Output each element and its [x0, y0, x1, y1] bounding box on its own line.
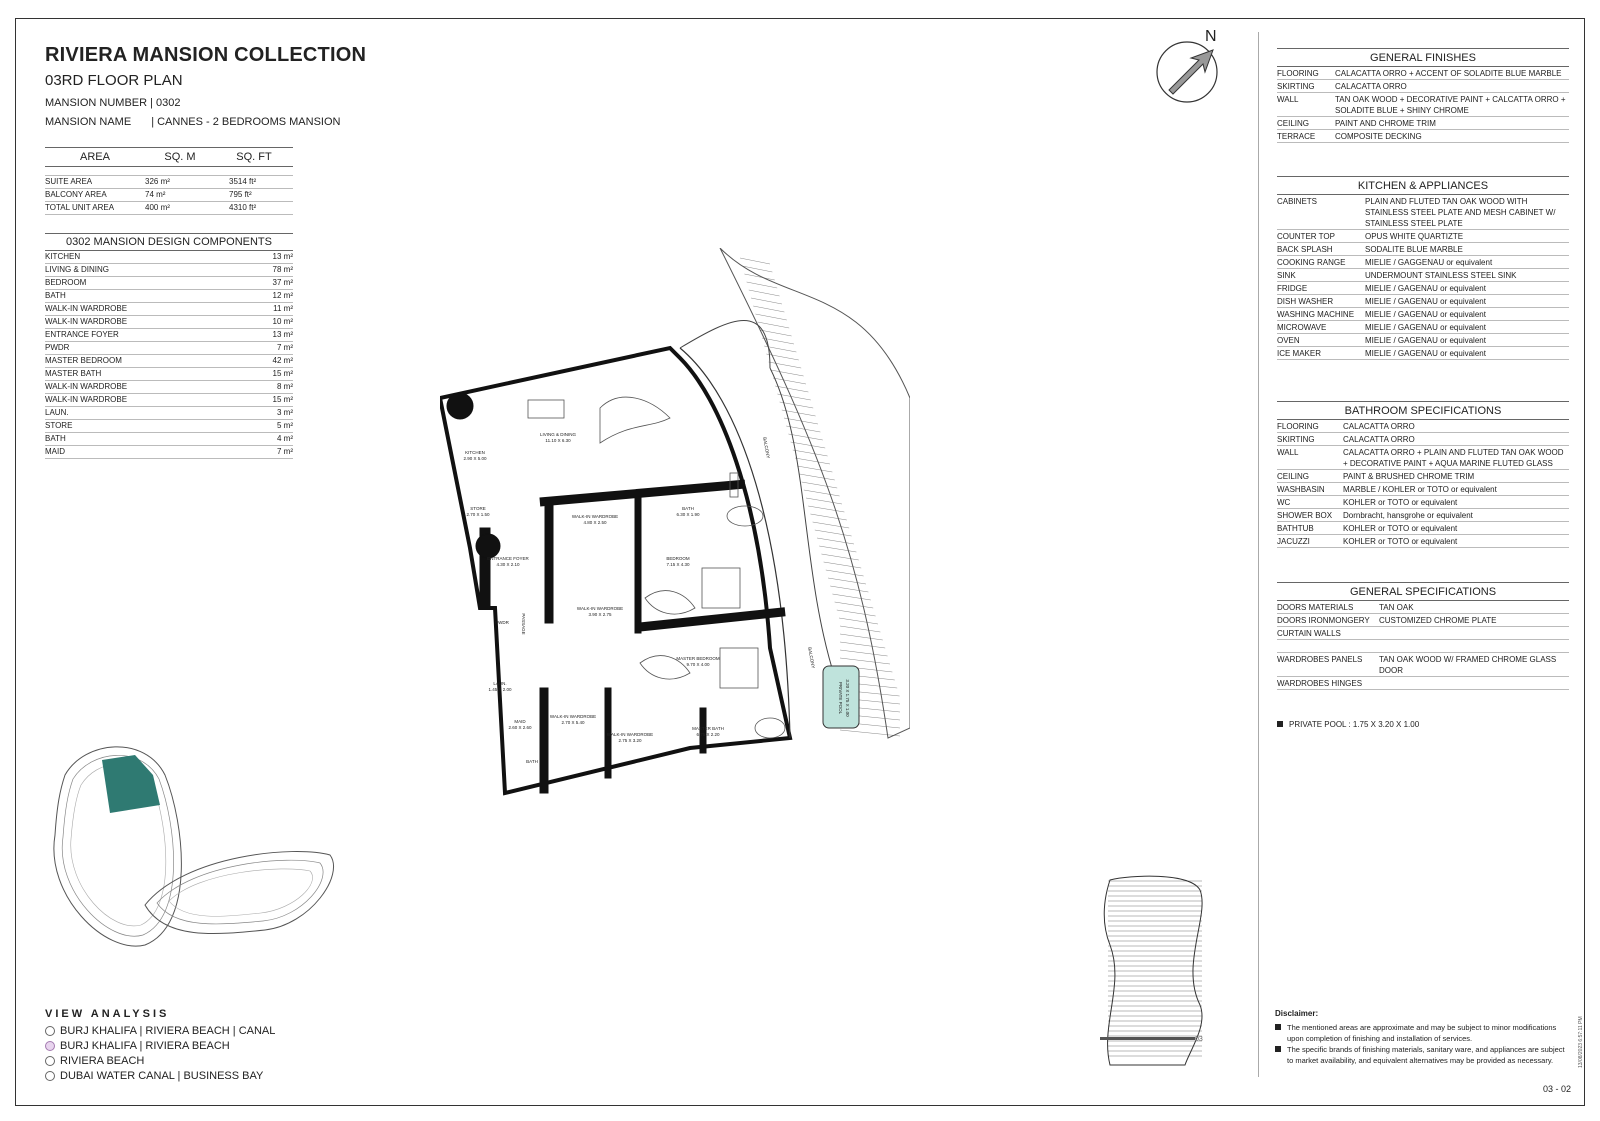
spec-value: MARBLE / KOHLER or TOTO or equivalent: [1343, 485, 1497, 494]
floor-marker: [1100, 1037, 1195, 1040]
spec-value: OPUS WHITE QUARTIZTE: [1365, 232, 1464, 241]
spec-key: COOKING RANGE: [1277, 258, 1346, 267]
unit-highlight: [102, 755, 160, 813]
table-row: [45, 342, 293, 355]
section-title: GENERAL FINISHES: [1277, 48, 1569, 67]
table-row: [1277, 67, 1569, 80]
room-dim: 9.70 X 4.00: [686, 662, 710, 667]
table-row: [1277, 256, 1569, 269]
spec-key: DOORS MATERIALS: [1277, 603, 1354, 612]
spec-value: PAINT & BRUSHED CHROME TRIM: [1343, 472, 1475, 481]
area-sqm: 74 m²: [145, 190, 166, 199]
spec-value: CALACATTA ORRO + PLAIN AND FLUTED TAN OAK WOOD + DECORATIVE PAINT + AQUA MARINE FLUTED GLASS: [1343, 448, 1564, 468]
table-row: [45, 381, 293, 394]
balcony-label: BALCONY: [762, 436, 771, 459]
table-row: [1277, 535, 1569, 548]
area-sqft: 795 ft²: [229, 190, 252, 199]
spec-value: [1379, 628, 1569, 639]
section-title: KITCHEN & APPLIANCES: [1277, 176, 1569, 195]
spec-value: MIELIE / GAGENAU or equivalent: [1365, 349, 1486, 358]
spec-key: MASTER BATH: [45, 369, 102, 378]
room-label: PWDR: [495, 620, 509, 625]
spec-value: 78 m²: [272, 265, 293, 274]
disclaimer-text: The mentioned areas are approximate and may be subject to minor modifications upon completion of finishing and installation of services.: [1287, 1023, 1557, 1043]
table-row: [1277, 130, 1569, 143]
spec-value: UNDERMOUNT STAINLESS STEEL SINK: [1365, 271, 1517, 280]
pool-label: PRIVATE POOL: [838, 681, 843, 715]
spec-value: 10 m²: [272, 317, 293, 326]
table-row: [1277, 282, 1569, 295]
room-dim: 6.30 X 1.90: [676, 512, 700, 517]
north-arrow-icon: [1155, 38, 1225, 108]
room-label: LAUN.: [493, 681, 507, 686]
spec-value: 42 m²: [272, 356, 293, 365]
bullet-icon: [1275, 1024, 1281, 1030]
room-dim: 4.80 X 2.50: [583, 520, 607, 525]
area-sqm: 326 m²: [145, 177, 170, 186]
spec-key: BATH: [45, 291, 66, 300]
room-label: STORE: [470, 506, 486, 511]
spec-value: MIELIE / GAGENAU or equivalent: [1365, 310, 1486, 319]
disclaimer-item: [1275, 1044, 1565, 1066]
spec-key: WARDROBES HINGES: [1277, 679, 1363, 688]
spec-key: SHOWER BOX: [1277, 511, 1333, 520]
spec-key: MICROWAVE: [1277, 323, 1327, 332]
table-row: [1277, 522, 1569, 535]
spec-key: MASTER BEDROOM: [45, 356, 122, 365]
radio-icon: [45, 1056, 55, 1066]
spec-value: MIELIE / GAGENAU or equivalent: [1365, 336, 1486, 345]
spec-key: KITCHEN: [45, 252, 81, 261]
room-dim: 2.70 X 5.40: [561, 720, 585, 725]
table-row: [1277, 653, 1569, 677]
spec-key: FLOORING: [1277, 69, 1319, 78]
room-label: WALK-IN WARDROBE: [549, 714, 597, 719]
table-row: [1277, 433, 1569, 446]
mansion-number: MANSION NUMBER | 0302: [45, 97, 181, 109]
spec-key: DOORS IRONMONGERY: [1277, 616, 1370, 625]
spec-key: PWDR: [45, 343, 70, 352]
spec-key: DISH WASHER: [1277, 297, 1334, 306]
spec-key: CABINETS: [1277, 197, 1318, 206]
room-label: LIVING & DINING: [539, 432, 577, 437]
room-label: MASTER BATH: [692, 726, 724, 731]
table-row: [1277, 321, 1569, 334]
spec-key: BACK SPLASH: [1277, 245, 1333, 254]
room-dim: 1.45 X 2.00: [488, 687, 512, 692]
spec-value: TAN OAK WOOD + DECORATIVE PAINT + CALCATTA ORRO + SOLADITE BLUE + SHINY CHROME: [1335, 95, 1566, 115]
spec-key: JACUZZI: [1277, 537, 1310, 546]
spec-value: 13 m²: [272, 330, 293, 339]
area-name: TOTAL UNIT AREA: [45, 203, 115, 212]
spec-value: 7 m²: [277, 343, 293, 352]
table-row: [45, 277, 293, 290]
view-option: [45, 1068, 275, 1083]
area-table-header: [45, 147, 293, 167]
spec-key: WALK-IN WARDROBE: [45, 304, 128, 313]
spec-value: PLAIN AND FLUTED TAN OAK WOOD WITH STAINLESS STEEL PLATE AND MESH CABINET W/ STAINLESS STEEL PLATE: [1365, 197, 1556, 228]
spec-value: Dornbracht, hansgrohe or equivalent: [1343, 511, 1473, 520]
spec-key: WALK-IN WARDROBE: [45, 317, 128, 326]
spec-value: PAINT AND CHROME TRIM: [1335, 119, 1436, 128]
room-label: BATH: [526, 759, 538, 764]
table-row: [1277, 640, 1569, 653]
area-table: [45, 147, 293, 215]
spec-value: KOHLER or TOTO or equivalent: [1343, 524, 1458, 533]
spec-value: 4 m²: [277, 434, 293, 443]
page-number: 03 - 02: [1543, 1084, 1572, 1094]
radio-icon: [45, 1026, 55, 1036]
spec-value: 11 m²: [273, 304, 293, 313]
tower-elevation: [1100, 875, 1220, 1075]
sqm-col-header: SQ. M: [164, 151, 196, 163]
spec-key: LAUN.: [45, 408, 69, 417]
passage-label: PASSAGE: [521, 613, 526, 635]
mansion-name-label: MANSION NAME: [45, 116, 132, 128]
spec-key: WALK-IN WARDROBE: [45, 395, 128, 404]
floor-plan: [440, 248, 910, 818]
room-dim: 2.70 X 1.50: [466, 512, 490, 517]
components-title: 0302 MANSION DESIGN COMPONENTS: [45, 233, 293, 251]
spec-key: WASHBASIN: [1277, 485, 1325, 494]
table-row: [1277, 195, 1569, 230]
area-sqft: 3514 ft²: [229, 177, 257, 186]
room-dim: 7.15 X 4.30: [666, 562, 690, 567]
spec-key: BATH: [45, 434, 66, 443]
table-row: [1277, 334, 1569, 347]
spec-key: WALL: [1277, 95, 1299, 104]
spec-key: CEILING: [1277, 119, 1310, 128]
table-row: [45, 433, 293, 446]
view-option: [45, 1038, 275, 1053]
disclaimer: [1275, 1008, 1565, 1066]
table-row: [1277, 117, 1569, 130]
spec-value: [1379, 641, 1569, 652]
room-dim: 4.30 X 2.10: [496, 562, 520, 567]
pool-note-text: PRIVATE POOL : 1.75 X 3.20 X 1.00: [1289, 720, 1420, 729]
spec-key: WALK-IN WARDROBE: [45, 382, 128, 391]
balcony-label: BALCONY: [807, 646, 816, 669]
section-title: GENERAL SPECIFICATIONS: [1277, 582, 1569, 601]
spec-key: STORE: [45, 421, 73, 430]
table-row: [45, 329, 293, 342]
table-row: [1277, 470, 1569, 483]
view-analysis-title: VIEW ANALYSIS: [45, 1008, 170, 1020]
spec-key: SKIRTING: [1277, 435, 1315, 444]
spec-value: 7 m²: [277, 447, 293, 456]
area-sqft: 4310 ft²: [229, 203, 257, 212]
mansion-name-value: | CANNES - 2 BEDROOMS MANSION: [151, 116, 341, 128]
table-row: [1277, 420, 1569, 433]
room-label: BATH: [682, 506, 694, 511]
section-title: BATHROOM SPECIFICATIONS: [1277, 401, 1569, 420]
spec-key: WALL: [1277, 448, 1299, 457]
table-row: [1277, 295, 1569, 308]
table-row: [45, 202, 293, 215]
table-row: [1277, 93, 1569, 117]
spec-value: 3 m²: [277, 408, 293, 417]
spec-key: CEILING: [1277, 472, 1310, 481]
bathroom-specs-section: [1277, 401, 1569, 548]
pool-note: [1277, 720, 1419, 729]
table-row: [1277, 269, 1569, 282]
spec-value: COMPOSITE DECKING: [1335, 132, 1422, 141]
room-dim: 3.90 X 2.75: [588, 612, 612, 617]
table-row: [1277, 483, 1569, 496]
spec-key: COUNTER TOP: [1277, 232, 1335, 241]
room-dim: 6.75 X 2.20: [696, 732, 720, 737]
table-row: [45, 303, 293, 316]
spec-value: 8 m²: [277, 382, 293, 391]
spec-key: FRIDGE: [1277, 284, 1308, 293]
table-row: [45, 394, 293, 407]
table-row: [1277, 496, 1569, 509]
table-row: [45, 189, 293, 202]
room-dim: 11.10 X 6.30: [545, 438, 571, 443]
north-label: N: [1205, 28, 1217, 45]
view-option-label: BURJ KHALIFA | RIVIERA BEACH | CANAL: [60, 1024, 276, 1037]
spec-value: CUSTOMIZED CHROME PLATE: [1379, 616, 1497, 625]
table-row: [1277, 80, 1569, 93]
room-label: BEDROOM: [666, 556, 690, 561]
area-col-header: AREA: [80, 151, 110, 163]
spec-value: MIELIE / GAGENAU or equivalent: [1365, 323, 1486, 332]
spec-value: 12 m²: [272, 291, 293, 300]
table-row: [1277, 243, 1569, 256]
spec-value: 13 m²: [272, 252, 293, 261]
bullet-icon: [1277, 721, 1283, 727]
room-dim: 2.75 X 3.20: [618, 738, 642, 743]
spec-key: FLOORING: [1277, 422, 1319, 431]
table-row: [45, 264, 293, 277]
room-label: WALK-IN WARDROBE: [571, 514, 619, 519]
table-row: [45, 251, 293, 264]
table-row: [45, 446, 293, 459]
spec-value: MIELIE / GAGGENAU or equivalent: [1365, 258, 1493, 267]
floor-marker-label: 03: [1195, 1036, 1203, 1043]
site-key-plan: [45, 745, 345, 965]
spec-value: 37 m²: [272, 278, 293, 287]
spec-key: [1277, 641, 1379, 652]
pool-dim: 3.20 X 1.75 X 1.00: [845, 679, 850, 717]
spec-value: MIELIE / GAGENAU or equivalent: [1365, 297, 1486, 306]
room-dim: 2.60 X 2.60: [508, 725, 532, 730]
table-row: [1277, 446, 1569, 470]
room-label: WALK-IN WARDROBE: [606, 732, 654, 737]
panel-divider: [1258, 32, 1259, 1077]
room-label: WALK-IN WARDROBE: [576, 606, 624, 611]
spec-key: WASHING MACHINE: [1277, 310, 1355, 319]
disclaimer-item: [1275, 1022, 1565, 1044]
room-label: MAID: [514, 719, 526, 724]
general-finishes-section: [1277, 48, 1569, 143]
general-specs-section: [1277, 582, 1569, 690]
sqft-col-header: SQ. FT: [236, 151, 272, 163]
spec-value: CALACATTA ORRO: [1335, 82, 1407, 91]
spec-key: LIVING & DINING: [45, 265, 110, 274]
kitchen-appliances-section: [1277, 176, 1569, 360]
view-option-label: BURJ KHALIFA | RIVIERA BEACH: [60, 1039, 230, 1052]
spec-key: ENTRANCE FOYER: [45, 330, 119, 339]
radio-selected-icon: [45, 1041, 55, 1051]
spec-key: ICE MAKER: [1277, 349, 1322, 358]
spec-value: SODALITE BLUE MARBLE: [1365, 245, 1463, 254]
spec-key: SKIRTING: [1277, 82, 1315, 91]
view-option-label: DUBAI WATER CANAL | BUSINESS BAY: [60, 1069, 264, 1082]
spec-value: KOHLER or TOTO or equivalent: [1343, 537, 1458, 546]
view-analysis: [45, 1008, 275, 1083]
spec-value: 15 m²: [272, 369, 293, 378]
floor-title: 03RD FLOOR PLAN: [45, 72, 183, 89]
spec-value: 15 m²: [272, 395, 293, 404]
table-row: [1277, 308, 1569, 321]
table-row: [45, 290, 293, 303]
spec-value: KOHLER or TOTO or equivalent: [1343, 498, 1458, 507]
spec-key: MAID: [45, 447, 65, 456]
table-row: [45, 368, 293, 381]
spec-key: TERRACE: [1277, 132, 1316, 141]
spec-value: [1379, 678, 1569, 689]
view-option-label: RIVIERA BEACH: [60, 1054, 145, 1067]
view-option: [45, 1023, 275, 1038]
area-name: BALCONY AREA: [45, 190, 107, 199]
table-row: [45, 316, 293, 329]
table-row: [1277, 601, 1569, 614]
print-stamp: 13/08/2023 6:57:11 PM: [1578, 1016, 1584, 1068]
room-label: ENTRANCE FOYER: [487, 556, 529, 561]
table-row: [45, 176, 293, 189]
bullet-icon: [1275, 1046, 1281, 1052]
spec-value: 5 m²: [277, 421, 293, 430]
spec-value: CALACATTA ORRO + ACCENT OF SOLADITE BLUE MARBLE: [1335, 69, 1562, 78]
table-row: [1277, 627, 1569, 640]
spec-key: CURTAIN WALLS: [1277, 629, 1341, 638]
table-row: [45, 407, 293, 420]
room-label: KITCHEN: [465, 450, 485, 455]
mansion-name: [45, 116, 340, 128]
spec-key: BATHTUB: [1277, 524, 1314, 533]
spec-key: WARDROBES PANELS: [1277, 655, 1363, 664]
table-row: [1277, 509, 1569, 522]
table-row: [1277, 614, 1569, 627]
spec-key: WC: [1277, 498, 1291, 507]
area-sqm: 400 m²: [145, 203, 170, 212]
radio-icon: [45, 1071, 55, 1081]
table-row: [1277, 677, 1569, 690]
area-name: SUITE AREA: [45, 177, 93, 186]
room-dim: 2.90 X 5.00: [463, 456, 487, 461]
view-option: [45, 1053, 275, 1068]
project-title: RIVIERA MANSION COLLECTION: [45, 44, 367, 66]
spec-value: MIELIE / GAGENAU or equivalent: [1365, 284, 1486, 293]
spec-value: TAN OAK WOOD W/ FRAMED CHROME GLASS DOOR: [1379, 655, 1557, 675]
table-row: [1277, 347, 1569, 360]
spec-key: OVEN: [1277, 336, 1300, 345]
table-row: [45, 355, 293, 368]
disclaimer-text: The specific brands of finishing materials, sanitary ware, and appliances are subject to market availability, and equivalent alternatives may be provided as necessary.: [1287, 1045, 1565, 1065]
room-label: MASTER BEDROOM: [676, 656, 720, 661]
spec-key: BEDROOM: [45, 278, 87, 287]
spec-value: TAN OAK: [1379, 603, 1414, 612]
table-row: [1277, 230, 1569, 243]
disclaimer-title: Disclaimer:: [1275, 1009, 1319, 1018]
spec-value: CALACATTA ORRO: [1343, 422, 1415, 431]
spec-key: SINK: [1277, 271, 1296, 280]
components-table: [45, 233, 293, 459]
table-row: [45, 420, 293, 433]
spec-value: CALACATTA ORRO: [1343, 435, 1415, 444]
